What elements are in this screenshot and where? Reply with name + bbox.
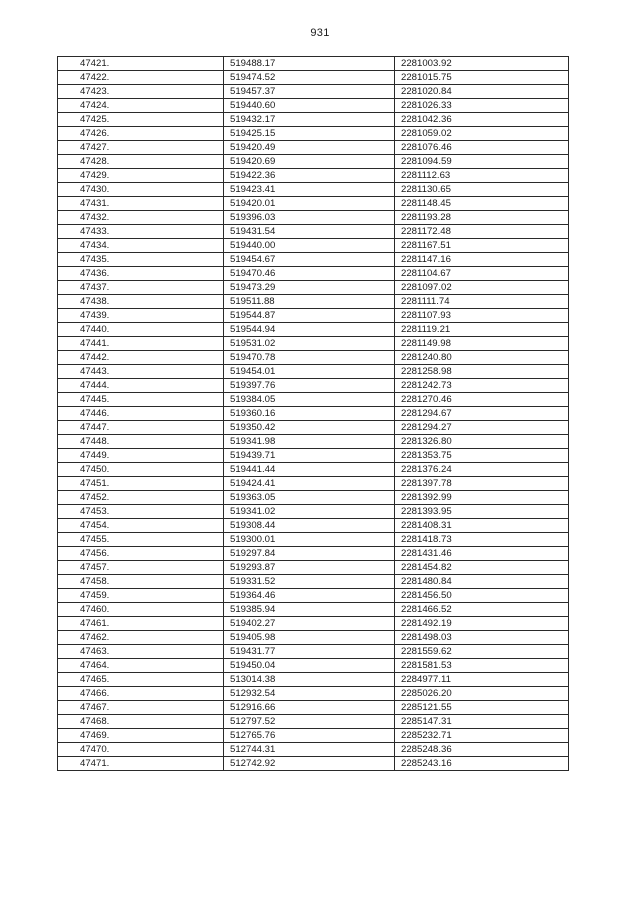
- x-coordinate-cell: 519440.60: [224, 99, 395, 113]
- point-number-cell: 47430.: [58, 183, 224, 197]
- table-row: [58, 365, 569, 379]
- x-coordinate-cell: 519341.02: [224, 505, 395, 519]
- x-coordinate-cell: 519441.44: [224, 463, 395, 477]
- table-row: [58, 351, 569, 365]
- x-coordinate-cell: 519422.36: [224, 169, 395, 183]
- point-number-cell: 47459.: [58, 589, 224, 603]
- x-coordinate-cell: 519297.84: [224, 547, 395, 561]
- table-row: [58, 407, 569, 421]
- x-coordinate-cell: 519300.01: [224, 533, 395, 547]
- table-row: [58, 547, 569, 561]
- point-number-cell: 47421.: [58, 57, 224, 71]
- point-number-cell: 47447.: [58, 421, 224, 435]
- point-number-cell: 47460.: [58, 603, 224, 617]
- y-coordinate-cell: 2281492.19: [395, 617, 569, 631]
- y-coordinate-cell: 2281258.98: [395, 365, 569, 379]
- point-number-cell: 47445.: [58, 393, 224, 407]
- y-coordinate-cell: 2281393.95: [395, 505, 569, 519]
- point-number-cell: 47444.: [58, 379, 224, 393]
- y-coordinate-cell: 2281104.67: [395, 267, 569, 281]
- point-number-cell: 47461.: [58, 617, 224, 631]
- table-row: [58, 659, 569, 673]
- x-coordinate-cell: 519420.69: [224, 155, 395, 169]
- table-row: [58, 575, 569, 589]
- y-coordinate-cell: 2281376.24: [395, 463, 569, 477]
- x-coordinate-cell: 519544.87: [224, 309, 395, 323]
- x-coordinate-cell: 519384.05: [224, 393, 395, 407]
- point-number-cell: 47471.: [58, 757, 224, 771]
- point-number-cell: 47431.: [58, 197, 224, 211]
- y-coordinate-cell: 2281480.84: [395, 575, 569, 589]
- x-coordinate-cell: 519454.67: [224, 253, 395, 267]
- y-coordinate-cell: 2281240.80: [395, 351, 569, 365]
- point-number-cell: 47442.: [58, 351, 224, 365]
- table-row: [58, 701, 569, 715]
- x-coordinate-cell: 512797.52: [224, 715, 395, 729]
- y-coordinate-cell: 2281294.67: [395, 407, 569, 421]
- point-number-cell: 47432.: [58, 211, 224, 225]
- y-coordinate-cell: 2281097.02: [395, 281, 569, 295]
- x-coordinate-cell: 519350.42: [224, 421, 395, 435]
- x-coordinate-cell: 519402.27: [224, 617, 395, 631]
- point-number-cell: 47467.: [58, 701, 224, 715]
- y-coordinate-cell: 2281456.50: [395, 589, 569, 603]
- table-row: [58, 673, 569, 687]
- table-row: [58, 127, 569, 141]
- x-coordinate-cell: 519424.41: [224, 477, 395, 491]
- x-coordinate-cell: 512742.92: [224, 757, 395, 771]
- point-number-cell: 47468.: [58, 715, 224, 729]
- y-coordinate-cell: 2281111.74: [395, 295, 569, 309]
- y-coordinate-cell: 2281353.75: [395, 449, 569, 463]
- point-number-cell: 47427.: [58, 141, 224, 155]
- point-number-cell: 47451.: [58, 477, 224, 491]
- table-row: [58, 295, 569, 309]
- point-number-cell: 47424.: [58, 99, 224, 113]
- table-row: [58, 631, 569, 645]
- point-number-cell: 47435.: [58, 253, 224, 267]
- table-row: [58, 337, 569, 351]
- table-row: [58, 253, 569, 267]
- table-row: [58, 715, 569, 729]
- y-coordinate-cell: 2281148.45: [395, 197, 569, 211]
- y-coordinate-cell: 2281020.84: [395, 85, 569, 99]
- table-row: [58, 729, 569, 743]
- table-row: [58, 393, 569, 407]
- table-row: [58, 323, 569, 337]
- table-row: [58, 617, 569, 631]
- y-coordinate-cell: 2285232.71: [395, 729, 569, 743]
- x-coordinate-cell: 519293.87: [224, 561, 395, 575]
- page-number: 931: [310, 27, 330, 39]
- table-row: [58, 491, 569, 505]
- y-coordinate-cell: 2281408.31: [395, 519, 569, 533]
- point-number-cell: 47452.: [58, 491, 224, 505]
- x-coordinate-cell: 513014.38: [224, 673, 395, 687]
- table-row: [58, 505, 569, 519]
- table-row: [58, 267, 569, 281]
- x-coordinate-cell: 519331.52: [224, 575, 395, 589]
- point-number-cell: 47443.: [58, 365, 224, 379]
- point-number-cell: 47462.: [58, 631, 224, 645]
- x-coordinate-cell: 519531.02: [224, 337, 395, 351]
- y-coordinate-cell: 2281076.46: [395, 141, 569, 155]
- x-coordinate-cell: 519420.01: [224, 197, 395, 211]
- table-row: [58, 435, 569, 449]
- y-coordinate-cell: 2281026.33: [395, 99, 569, 113]
- x-coordinate-cell: 519396.03: [224, 211, 395, 225]
- point-number-cell: 47425.: [58, 113, 224, 127]
- y-coordinate-cell: 2281042.36: [395, 113, 569, 127]
- y-coordinate-cell: 2281003.92: [395, 57, 569, 71]
- point-number-cell: 47446.: [58, 407, 224, 421]
- y-coordinate-cell: 2285147.31: [395, 715, 569, 729]
- table-row: [58, 99, 569, 113]
- point-number-cell: 47469.: [58, 729, 224, 743]
- point-number-cell: 47465.: [58, 673, 224, 687]
- table-row: [58, 169, 569, 183]
- x-coordinate-cell: 519423.41: [224, 183, 395, 197]
- coordinates-table-body: [58, 57, 569, 771]
- point-number-cell: 47426.: [58, 127, 224, 141]
- table-row: [58, 141, 569, 155]
- table-row: [58, 743, 569, 757]
- x-coordinate-cell: 519488.17: [224, 57, 395, 71]
- point-number-cell: 47454.: [58, 519, 224, 533]
- x-coordinate-cell: 519341.98: [224, 435, 395, 449]
- point-number-cell: 47455.: [58, 533, 224, 547]
- y-coordinate-cell: 2281431.46: [395, 547, 569, 561]
- table-row: [58, 57, 569, 71]
- table-row: [58, 211, 569, 225]
- x-coordinate-cell: 512916.66: [224, 701, 395, 715]
- point-number-cell: 47428.: [58, 155, 224, 169]
- point-number-cell: 47422.: [58, 71, 224, 85]
- x-coordinate-cell: 519397.76: [224, 379, 395, 393]
- y-coordinate-cell: 2281418.73: [395, 533, 569, 547]
- x-coordinate-cell: 519360.16: [224, 407, 395, 421]
- y-coordinate-cell: 2281392.99: [395, 491, 569, 505]
- table-row: [58, 183, 569, 197]
- point-number-cell: 47429.: [58, 169, 224, 183]
- table-row: [58, 477, 569, 491]
- x-coordinate-cell: 519440.00: [224, 239, 395, 253]
- table-row: [58, 463, 569, 477]
- y-coordinate-cell: 2281498.03: [395, 631, 569, 645]
- x-coordinate-cell: 519405.98: [224, 631, 395, 645]
- table-row: [58, 561, 569, 575]
- point-number-cell: 47439.: [58, 309, 224, 323]
- table-row: [58, 757, 569, 771]
- y-coordinate-cell: 2281119.21: [395, 323, 569, 337]
- point-number-cell: 47441.: [58, 337, 224, 351]
- y-coordinate-cell: 2281559.62: [395, 645, 569, 659]
- y-coordinate-cell: 2281130.65: [395, 183, 569, 197]
- y-coordinate-cell: 2281326.80: [395, 435, 569, 449]
- y-coordinate-cell: 2281454.82: [395, 561, 569, 575]
- x-coordinate-cell: 519420.49: [224, 141, 395, 155]
- x-coordinate-cell: 519457.37: [224, 85, 395, 99]
- y-coordinate-cell: 2281294.27: [395, 421, 569, 435]
- table-row: [58, 239, 569, 253]
- y-coordinate-cell: 2281397.78: [395, 477, 569, 491]
- y-coordinate-cell: 2281147.16: [395, 253, 569, 267]
- y-coordinate-cell: 2281112.63: [395, 169, 569, 183]
- point-number-cell: 47440.: [58, 323, 224, 337]
- table-row: [58, 519, 569, 533]
- y-coordinate-cell: 2285121.55: [395, 701, 569, 715]
- x-coordinate-cell: 512744.31: [224, 743, 395, 757]
- y-coordinate-cell: 2281581.53: [395, 659, 569, 673]
- x-coordinate-cell: 519432.17: [224, 113, 395, 127]
- table-row: [58, 197, 569, 211]
- point-number-cell: 47456.: [58, 547, 224, 561]
- table-row: [58, 281, 569, 295]
- x-coordinate-cell: 519473.29: [224, 281, 395, 295]
- x-coordinate-cell: 519363.05: [224, 491, 395, 505]
- x-coordinate-cell: 519425.15: [224, 127, 395, 141]
- point-number-cell: 47470.: [58, 743, 224, 757]
- table-row: [58, 533, 569, 547]
- table-row: [58, 645, 569, 659]
- point-number-cell: 47457.: [58, 561, 224, 575]
- x-coordinate-cell: 519439.71: [224, 449, 395, 463]
- y-coordinate-cell: 2281466.52: [395, 603, 569, 617]
- table-row: [58, 589, 569, 603]
- y-coordinate-cell: 2281167.51: [395, 239, 569, 253]
- point-number-cell: 47438.: [58, 295, 224, 309]
- table-row: [58, 225, 569, 239]
- table-row: [58, 379, 569, 393]
- point-number-cell: 47423.: [58, 85, 224, 99]
- y-coordinate-cell: 2281172.48: [395, 225, 569, 239]
- point-number-cell: 47448.: [58, 435, 224, 449]
- point-number-cell: 47466.: [58, 687, 224, 701]
- x-coordinate-cell: 519474.52: [224, 71, 395, 85]
- table-row: [58, 309, 569, 323]
- x-coordinate-cell: 519511.88: [224, 295, 395, 309]
- x-coordinate-cell: 512932.54: [224, 687, 395, 701]
- table-row: [58, 421, 569, 435]
- y-coordinate-cell: 2284977.11: [395, 673, 569, 687]
- y-coordinate-cell: 2281270.46: [395, 393, 569, 407]
- table-row: [58, 449, 569, 463]
- point-number-cell: 47450.: [58, 463, 224, 477]
- table-row: [58, 603, 569, 617]
- table-row: [58, 155, 569, 169]
- point-number-cell: 47436.: [58, 267, 224, 281]
- point-number-cell: 47464.: [58, 659, 224, 673]
- x-coordinate-cell: 512765.76: [224, 729, 395, 743]
- x-coordinate-cell: 519470.78: [224, 351, 395, 365]
- table-row: [58, 85, 569, 99]
- x-coordinate-cell: 519470.46: [224, 267, 395, 281]
- x-coordinate-cell: 519450.04: [224, 659, 395, 673]
- point-number-cell: 47434.: [58, 239, 224, 253]
- x-coordinate-cell: 519454.01: [224, 365, 395, 379]
- point-number-cell: 47463.: [58, 645, 224, 659]
- y-coordinate-cell: 2285248.36: [395, 743, 569, 757]
- x-coordinate-cell: 519544.94: [224, 323, 395, 337]
- table-row: [58, 113, 569, 127]
- point-number-cell: 47437.: [58, 281, 224, 295]
- y-coordinate-cell: 2281149.98: [395, 337, 569, 351]
- x-coordinate-cell: 519431.77: [224, 645, 395, 659]
- table-row: [58, 687, 569, 701]
- point-number-cell: 47458.: [58, 575, 224, 589]
- y-coordinate-cell: 2281242.73: [395, 379, 569, 393]
- coordinates-table: [57, 56, 569, 771]
- y-coordinate-cell: 2281094.59: [395, 155, 569, 169]
- y-coordinate-cell: 2281193.28: [395, 211, 569, 225]
- table-row: [58, 71, 569, 85]
- y-coordinate-cell: 2281107.93: [395, 309, 569, 323]
- x-coordinate-cell: 519364.46: [224, 589, 395, 603]
- y-coordinate-cell: 2285026.20: [395, 687, 569, 701]
- point-number-cell: 47449.: [58, 449, 224, 463]
- x-coordinate-cell: 519385.94: [224, 603, 395, 617]
- x-coordinate-cell: 519308.44: [224, 519, 395, 533]
- y-coordinate-cell: 2281015.75: [395, 71, 569, 85]
- x-coordinate-cell: 519431.54: [224, 225, 395, 239]
- point-number-cell: 47433.: [58, 225, 224, 239]
- y-coordinate-cell: 2281059.02: [395, 127, 569, 141]
- point-number-cell: 47453.: [58, 505, 224, 519]
- y-coordinate-cell: 2285243.16: [395, 757, 569, 771]
